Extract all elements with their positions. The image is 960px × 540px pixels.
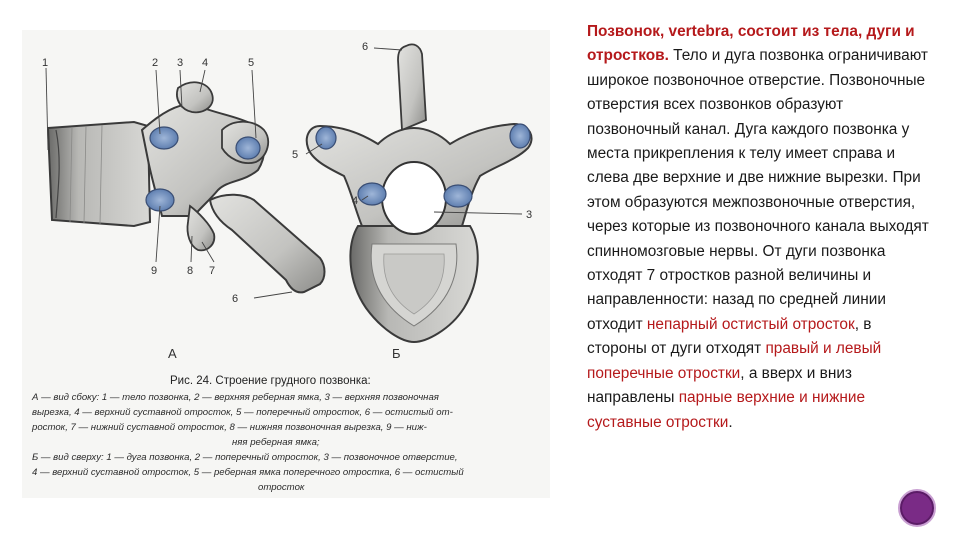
label-b-4: 4 xyxy=(352,195,359,207)
label-b-3: 3 xyxy=(526,209,533,221)
highlight-transverse-processes: правый и левый поперечные отростки xyxy=(587,340,882,382)
label-a-2: 2 xyxy=(152,57,159,69)
label-a-1: 1 xyxy=(42,57,49,69)
figure-caption-line: вырезка, 4 — верхний суставной отросток, 5 — поперечный отросток, 6 — остистый от- xyxy=(32,407,453,418)
vertebra-figure xyxy=(22,30,550,498)
label-a-5: 5 xyxy=(248,57,255,69)
top-view-drawing xyxy=(307,44,532,342)
figure-caption-line: отросток xyxy=(258,482,305,493)
slide-nav-badge[interactable] xyxy=(898,489,936,527)
highlight-articular-processes: парные верхние и нижние суставные отростки xyxy=(587,389,866,431)
view-b-letter: Б xyxy=(392,346,401,361)
label-a-4: 4 xyxy=(202,57,209,69)
description-part: , в стороны от дуги отходят xyxy=(587,315,872,358)
description-title: Позвонок, vertebra, состоит из тела, дуги и отростков. xyxy=(587,23,915,65)
label-a-6: 6 xyxy=(232,293,239,305)
label-a-9: 9 xyxy=(151,265,158,277)
label-b-5: 5 xyxy=(292,149,299,161)
side-view-drawing xyxy=(48,82,325,292)
description-part: , а вверх и вниз направлены xyxy=(587,364,852,407)
description-text xyxy=(587,20,933,435)
label-a-3: 3 xyxy=(177,57,184,69)
figure-caption-line: Б — вид сверху: 1 — дуга позвонка, 2 — поперечный отросток, 3 — позвоночное отверстие, xyxy=(32,452,458,463)
label-b-6: 6 xyxy=(362,41,369,53)
figure-caption-line: росток, 7 — нижний суставной отросток, 8 — нижняя позвоночная вырезка, 9 — ниж- xyxy=(32,422,427,433)
highlight-spinous-process: непарный остистый отросток xyxy=(646,315,855,333)
view-a-letter: А xyxy=(168,346,177,361)
figure-caption-title: Рис. 24. Строение грудного позвонка: xyxy=(170,375,371,387)
figure-caption-line: А — вид сбоку: 1 — тело позвонка, 2 — верхняя реберная ямка, 3 — верхняя позвоночная xyxy=(32,392,439,403)
figure-caption-line: няя реберная ямка; xyxy=(232,437,320,448)
label-a-8: 8 xyxy=(187,265,194,277)
vertebra-illustration xyxy=(22,30,550,498)
figure-caption-line: 4 — верхний суставной отросток, 5 — реберная ямка поперечного отростка, 6 — остистый xyxy=(32,467,464,478)
description-part: Тело и дуга позвонка ограничивают широкое позвоночное отверстие. Позвоночные отверстия всех позвонков образуют позвоночный канал. Дуга каждого позвонка у места прикрепления к телу имеет справа и слева две верхние и две нижние вырезки. При этом образуются межпозвоночные отверстия, через которые из позвоночного канала выходят спинномозговые нервы. От дуги позвонка отходят 7 отростков разной величины и направленности: назад по средней линии отходит xyxy=(587,47,929,333)
description-part: . xyxy=(728,413,733,431)
label-a-7: 7 xyxy=(209,265,216,277)
